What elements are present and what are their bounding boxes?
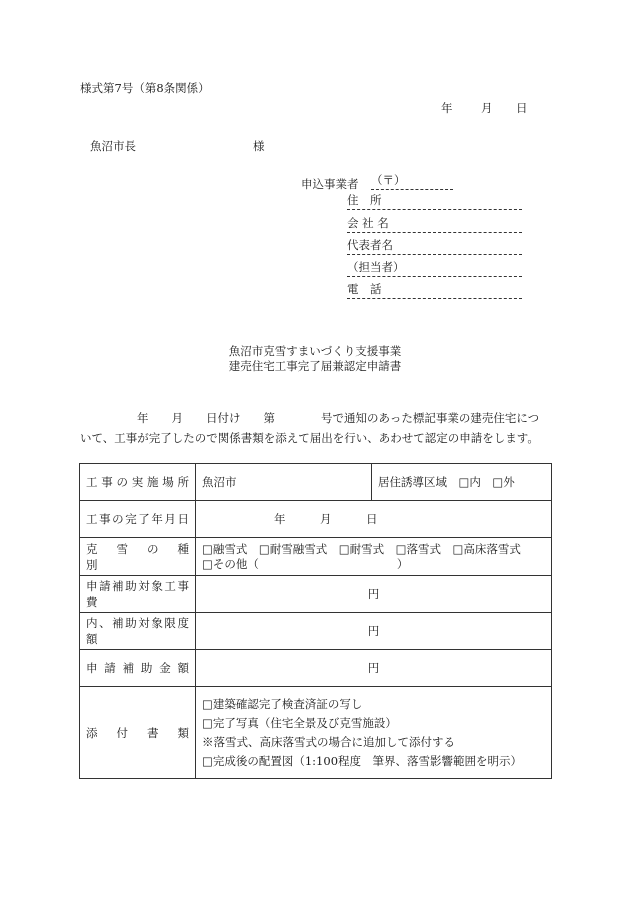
applicant-representative-field[interactable]: [347, 240, 522, 255]
attachment-item-site-plan[interactable]: □完成後の配置図（1:100程度 筆界、落雪影響範囲を明示）: [202, 753, 523, 768]
table-row: [80, 538, 552, 576]
table-row: [80, 501, 552, 538]
subsidy-limit-label: 内、補助対象限度額: [80, 613, 196, 650]
applicant-address-field[interactable]: [347, 195, 522, 210]
document-title-line1: 魚沼市克雪すまいづくり支援事業: [228, 344, 402, 358]
submission-date: [441, 100, 528, 116]
snow-type-options-line1: □融雪式 □耐雪融雪式 □耐雪式 □落雪式 □高床落雪式: [202, 541, 521, 556]
attachment-item-inspection-certificate[interactable]: □建築確認完了検査済証の写し: [202, 696, 363, 711]
subsidy-limit-value[interactable]: 円: [196, 613, 552, 650]
date-year-label: 年: [441, 101, 453, 115]
applicant-zip-field[interactable]: [371, 175, 453, 190]
construction-site-label: 工事の実施場所: [80, 464, 196, 501]
subsidy-amount-label: 申請補助金額: [80, 650, 196, 687]
addressee: 魚沼市長: [90, 139, 136, 153]
snow-type-options-line2: □その他（ ）: [202, 556, 409, 571]
date-day-label: 日: [516, 101, 528, 115]
snow-type-options[interactable]: [196, 538, 552, 576]
attachments-list: [196, 687, 552, 779]
applicant-address-label: 住 所: [347, 193, 382, 207]
applicant-contact-field[interactable]: [347, 262, 522, 277]
subsidy-amount-value[interactable]: 円: [196, 650, 552, 687]
construction-site-value[interactable]: 魚沼市: [196, 464, 372, 501]
notice-text-line1: 年 月 日付け 第 号で通知のあった標記事業の建売住宅につ: [137, 411, 540, 425]
form-number: 様式第7号（第8条関係）: [80, 81, 210, 95]
attachment-note: ※落雪式、高床落雪式の場合に追加して添付する: [202, 734, 455, 749]
applicant-contact-label: （担当者）: [347, 260, 405, 274]
table-row: [80, 613, 552, 650]
eligible-cost-value[interactable]: 円: [196, 576, 552, 613]
completion-date-label: 工事の完了年月日: [80, 501, 196, 538]
snow-type-label: 克 雪 の 種 別: [80, 538, 196, 576]
applicant-company-label: 会 社 名: [347, 216, 389, 230]
attachment-item-completion-photos[interactable]: □完了写真（住宅全景及び克雪施設）: [202, 715, 397, 730]
applicant-heading: 申込事業者: [301, 177, 359, 191]
table-row: [80, 464, 552, 501]
applicant-zip-label: （〒）: [371, 173, 406, 187]
applicant-representative-label: 代表者名: [347, 238, 393, 252]
notice-text-line2: いて、工事が完了したので関係書類を添えて届出を行い、あわせて認定の申請をします。: [80, 431, 539, 445]
addressee-honorific: 様: [253, 139, 265, 153]
attachments-label: 添 付 書 類: [80, 687, 196, 779]
applicant-company-field[interactable]: [347, 218, 522, 233]
applicant-phone-label: 電 話: [347, 282, 382, 296]
completion-date-value[interactable]: 年 月 日: [196, 501, 552, 538]
table-row: [80, 687, 552, 779]
table-row: [80, 576, 552, 613]
date-month-label: 月: [481, 101, 493, 115]
document-title-line2: 建売住宅工事完了届兼認定申請書: [228, 359, 402, 373]
application-table: [79, 463, 552, 779]
residential-zone-field[interactable]: 居住誘導区域 □内 □外: [372, 464, 552, 501]
applicant-phone-field[interactable]: [347, 284, 522, 299]
table-row: [80, 650, 552, 687]
eligible-cost-label: 申請補助対象工事費: [80, 576, 196, 613]
